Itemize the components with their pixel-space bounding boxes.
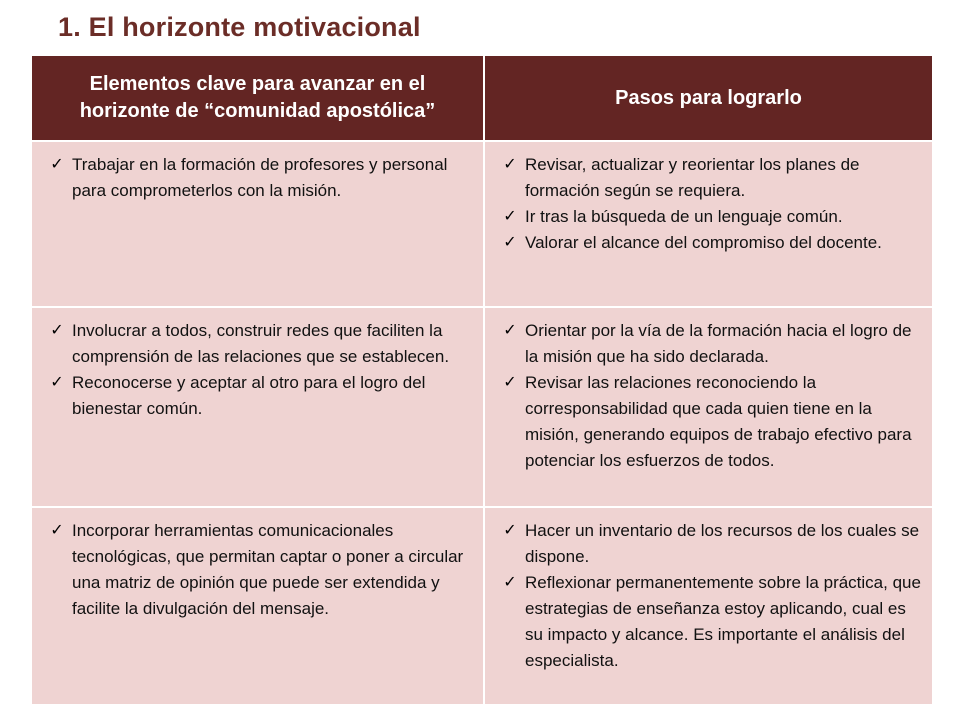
checkmark-icon: ✓ — [50, 322, 64, 339]
bullet-list — [497, 318, 922, 474]
list-item-text: Revisar las relaciones reconociendo la corresponsabilidad que cada quien tiene en la misión, generando equipos de trabajo efectivo para potenciar los esfuerzos de todos. — [525, 373, 912, 470]
checkmark-icon: ✓ — [503, 374, 517, 391]
list-item — [497, 230, 922, 256]
checkmark-icon: ✓ — [503, 322, 517, 339]
checkmark-icon: ✓ — [503, 234, 517, 251]
list-item-text: Involucrar a todos, construir redes que faciliten la comprensión de las relaciones que se establecen. — [72, 321, 450, 366]
content-table — [32, 56, 932, 704]
table-row — [32, 307, 932, 507]
list-item — [497, 570, 922, 674]
checkmark-icon: ✓ — [503, 156, 517, 173]
bullet-list — [44, 518, 473, 622]
cell-elementos — [32, 141, 484, 307]
bullet-list — [497, 152, 922, 256]
checkmark-icon: ✓ — [503, 574, 517, 591]
list-item-text: Valorar el alcance del compromiso del docente. — [525, 233, 882, 252]
list-item — [497, 518, 922, 570]
list-item-text: Reconocerse y aceptar al otro para el logro del bienestar común. — [72, 373, 426, 418]
checkmark-icon: ✓ — [50, 374, 64, 391]
list-item — [44, 318, 473, 370]
cell-pasos — [484, 141, 932, 307]
checkmark-icon: ✓ — [50, 522, 64, 539]
list-item — [44, 370, 473, 422]
cell-pasos — [484, 307, 932, 507]
header-pasos: Pasos para lograrlo — [484, 56, 932, 141]
list-item — [44, 152, 473, 204]
list-item-text: Ir tras la búsqueda de un lenguaje común. — [525, 207, 843, 226]
checkmark-icon: ✓ — [50, 156, 64, 173]
list-item — [497, 152, 922, 204]
checkmark-icon: ✓ — [503, 522, 517, 539]
list-item — [44, 518, 473, 622]
bullet-list — [497, 518, 922, 674]
table-row — [32, 141, 932, 307]
list-item-text: Revisar, actualizar y reorientar los planes de formación según se requiera. — [525, 155, 860, 200]
list-item — [497, 318, 922, 370]
slide-title: 1. El horizonte motivacional — [58, 12, 421, 42]
checkmark-icon: ✓ — [503, 208, 517, 225]
list-item-text: Incorporar herramientas comunicacionales tecnológicas, que permitan captar o poner a circular una matriz de opinión que puede ser extendida y facilite la divulgación del mensaje. — [72, 521, 464, 618]
list-item — [497, 370, 922, 474]
list-item-text: Trabajar en la formación de profesores y personal para comprometerlos con la misión. — [72, 155, 448, 200]
list-item — [497, 204, 922, 230]
bullet-list — [44, 152, 473, 204]
cell-elementos — [32, 507, 484, 704]
list-item-text: Orientar por la vía de la formación hacia el logro de la misión que ha sido declarada. — [525, 321, 912, 366]
table-row — [32, 507, 932, 704]
table-header-row — [32, 56, 932, 141]
cell-pasos — [484, 507, 932, 704]
list-item-text: Hacer un inventario de los recursos de los cuales se dispone. — [525, 521, 920, 566]
header-elementos-clave: Elementos clave para avanzar en el horizonte de “comunidad apostólica” — [32, 56, 484, 141]
bullet-list — [44, 318, 473, 422]
list-item-text: Reflexionar permanentemente sobre la práctica, que estrategias de enseñanza estoy aplicando, cual es su impacto y alcance. Es importante el análisis del especialista. — [525, 573, 921, 670]
cell-elementos — [32, 307, 484, 507]
